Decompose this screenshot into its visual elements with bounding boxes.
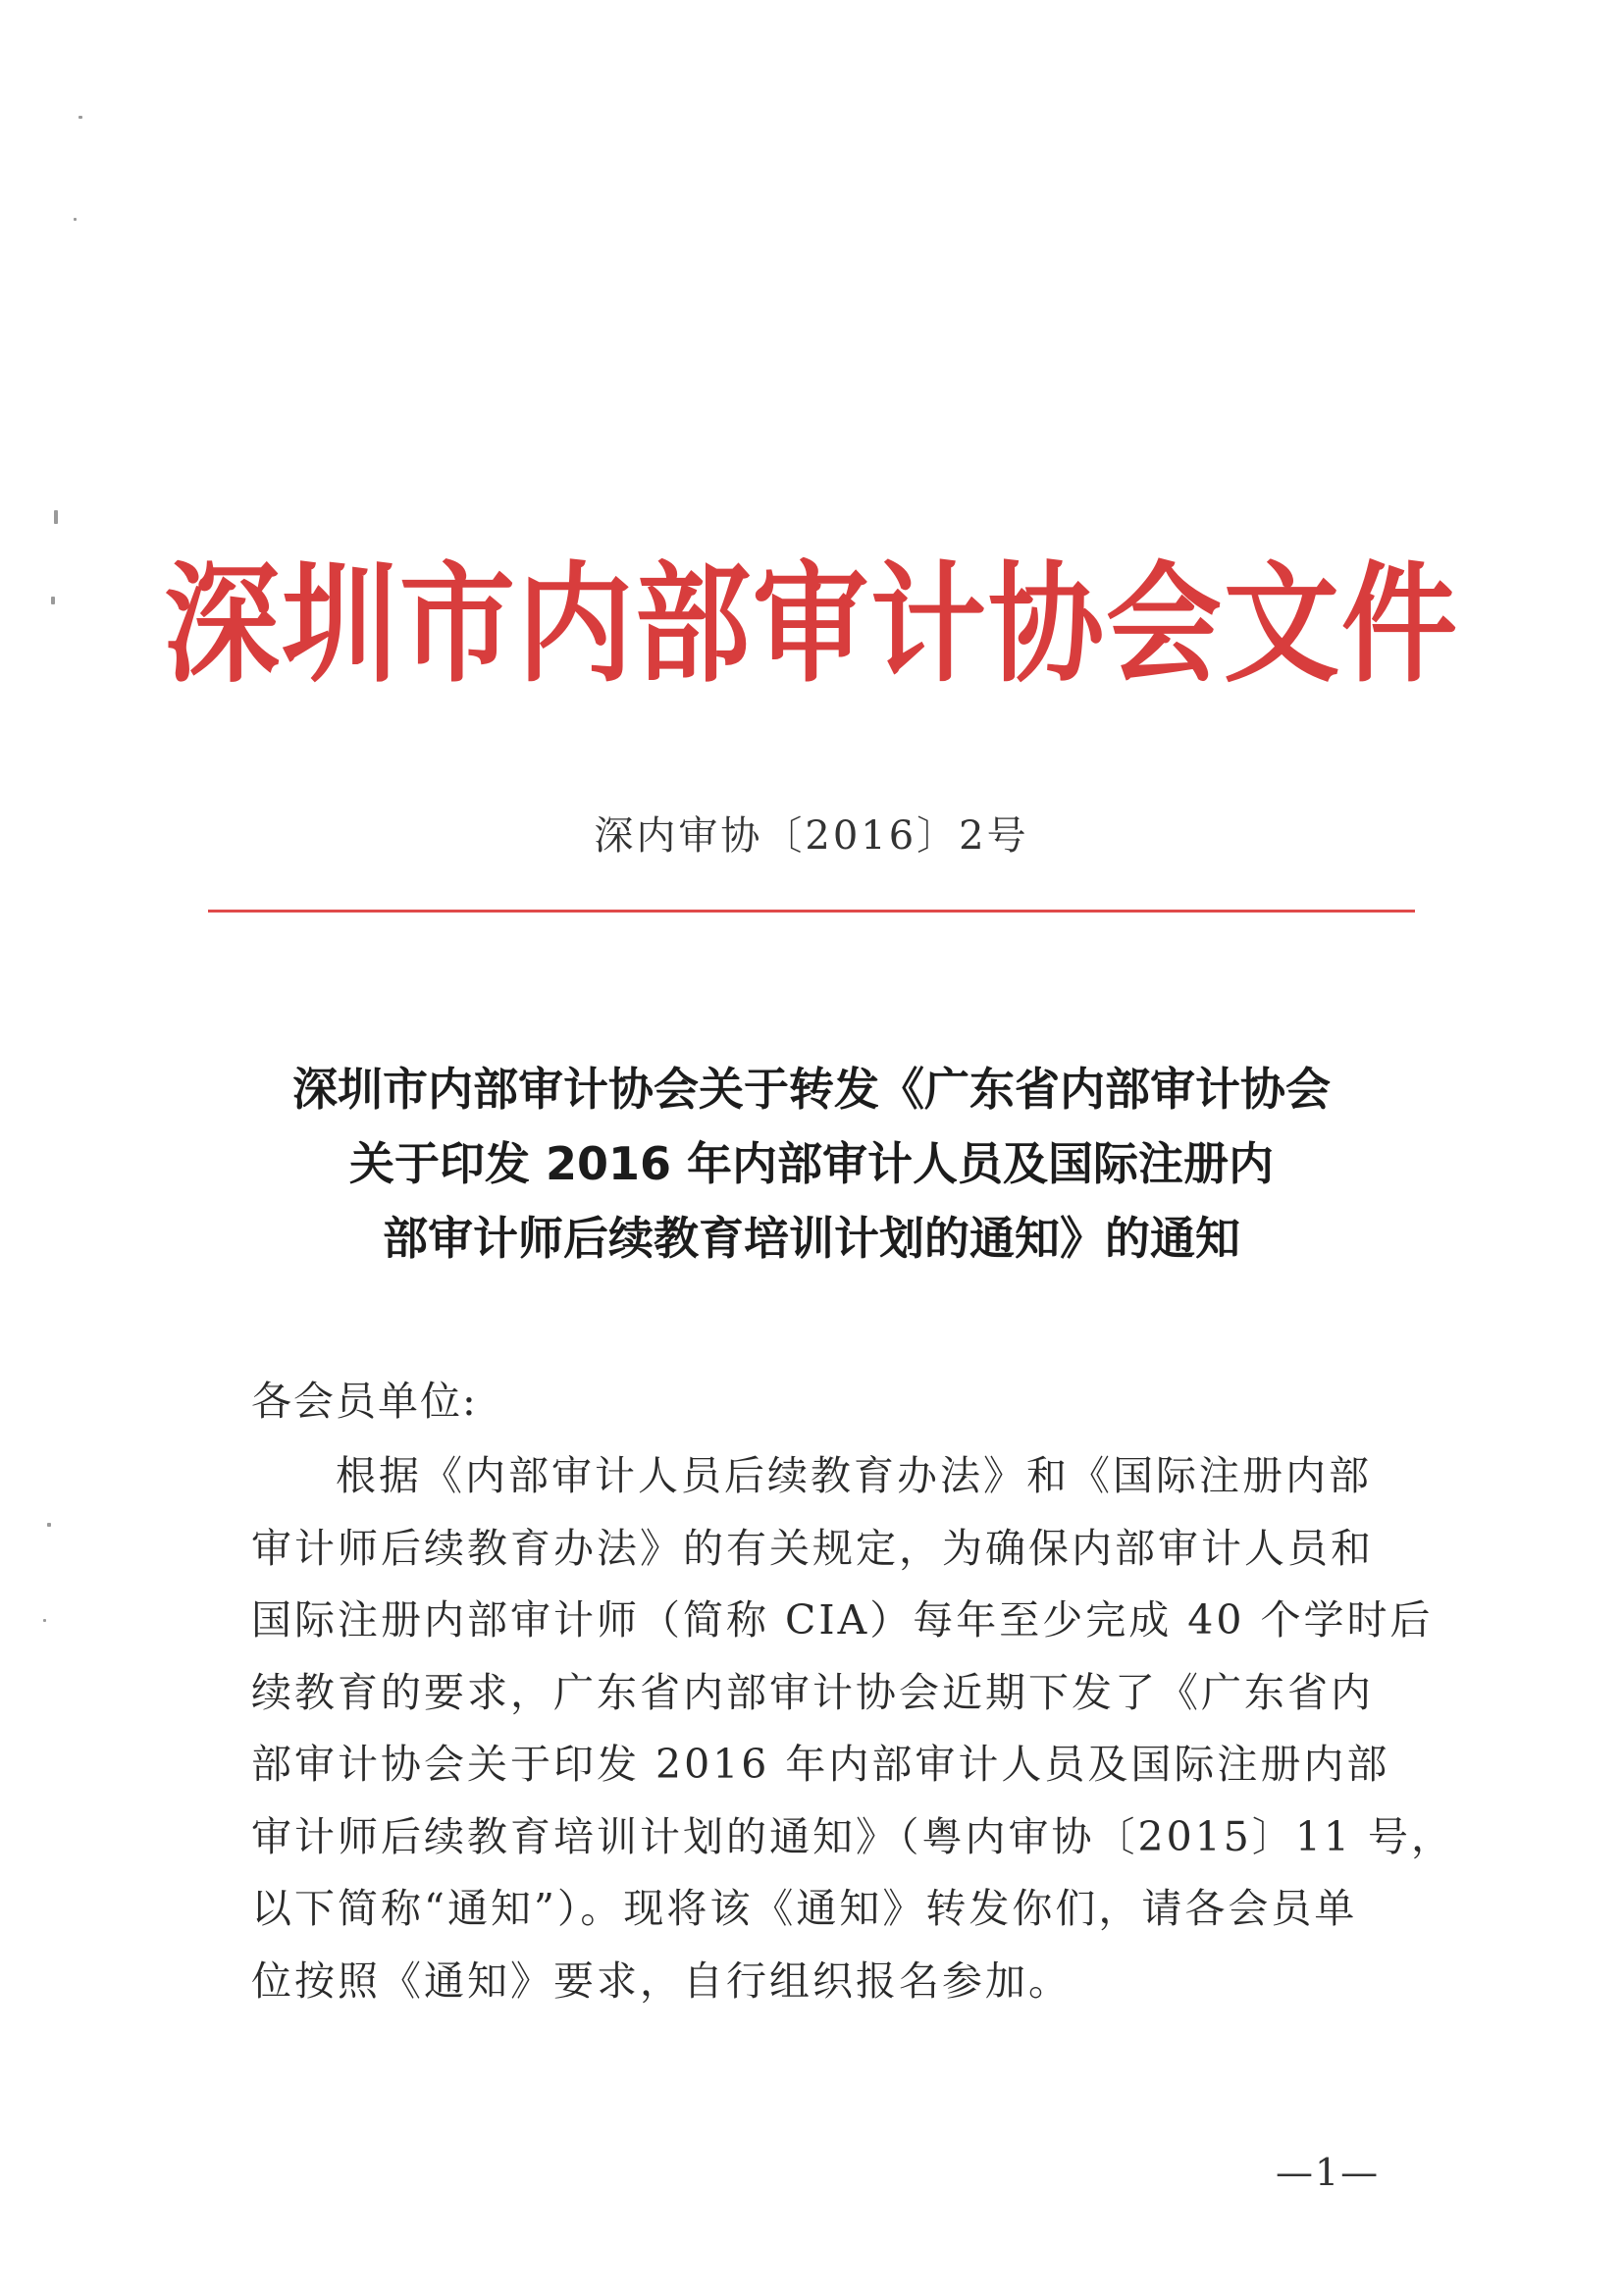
- body-line: 审计师后续教育培训计划的通知》（粤内审协〔2015〕11 号，: [251, 1812, 1455, 1860]
- body-line: 续教育的要求，广东省内部审计协会近期下发了《广东省内: [251, 1668, 1374, 1716]
- page-number: —1—: [1276, 2151, 1381, 2194]
- document-header-title: 深圳市内部审计协会文件: [163, 548, 1459, 701]
- red-separator-line: [208, 910, 1415, 913]
- body-line: 根据《内部审计人员后续教育办法》和《国际注册内部: [336, 1452, 1372, 1499]
- body-line: 国际注册内部审计师（简称 CIA）每年至少完成 40 个学时后: [251, 1596, 1434, 1644]
- document-number: 深内审协〔2016〕2号: [594, 813, 1029, 859]
- notice-title-line: 部审计师后续教育培训计划的通知》的通知: [383, 1212, 1240, 1265]
- body-line: 审计师后续教育办法》的有关规定，为确保内部审计人员和: [251, 1524, 1374, 1572]
- scan-speck: [79, 116, 82, 119]
- body-line: 部审计协会关于印发 2016 年内部审计人员及国际注册内部: [251, 1741, 1390, 1788]
- notice-title: [196, 1052, 1427, 1276]
- notice-title-line: 关于印发 2016 年内部审计人员及国际注册内: [348, 1137, 1275, 1190]
- salutation: 各会员单位:: [251, 1378, 478, 1425]
- notice-title-line: 深圳市内部审计协会关于转发《广东省内部审计协会: [292, 1063, 1331, 1116]
- notice-body: [251, 1440, 1455, 2017]
- body-line: 以下简称“通知”）。现将该《通知》转发你们，请各会员单: [251, 1885, 1358, 1932]
- scan-speck: [47, 1523, 51, 1527]
- body-line: 位按照《通知》要求，自行组织报名参加。: [251, 1957, 1072, 2005]
- scan-speck: [43, 1619, 46, 1622]
- scan-speck: [74, 218, 77, 221]
